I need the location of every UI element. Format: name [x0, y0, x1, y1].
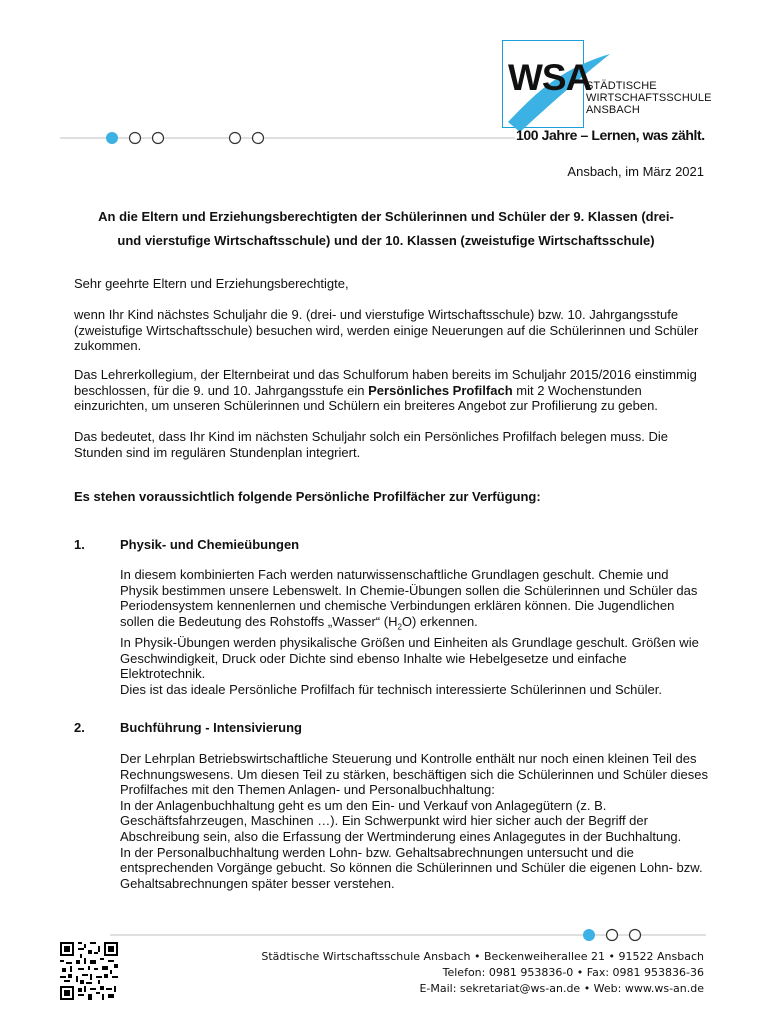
circle-icon	[230, 133, 241, 144]
subject-line: An die Eltern und Erziehungsberechtigten der Schülerinnen und Schüler der 9. Klassen (drei-	[98, 209, 674, 224]
footer-divider	[110, 927, 710, 943]
section-text: Der Lehrplan Betriebswirtschaftliche Steuerung und Kontrolle enthält nur noch einen kleinen Teil des Rechnungswesens. Um diesen Teil zu stärken, beschäftigen sich die Schülerinnen und Schüler dieses Profilfaches mit den Themen Anlagen- und Personalbuchhaltung:	[120, 751, 708, 798]
header-divider	[60, 130, 520, 146]
logo-subtitle-line: STÄDTISCHE	[586, 80, 657, 92]
circle-icon	[130, 133, 141, 144]
intro-paragraph: wenn Ihr Kind nächstes Schuljahr die 9. (drei- und vierstufige Wirtschaftsschule) bzw. 10. Jahrgangsstufe (zweistufige Wirtschaftsschule) besuchen wird, werden einige Neuerungen auf die Schülerinnen und Schüler zukommen.	[74, 307, 699, 354]
footer-email-web: E-Mail: sekretariat@ws-an.de • Web: www.ws-an.de	[419, 982, 704, 995]
logo-abbreviation: WSA	[508, 57, 592, 98]
section-paragraph	[120, 751, 710, 891]
logo-subtitle-line: ANSBACH	[586, 104, 640, 116]
circle-icon	[253, 133, 264, 144]
profilfach-highlight: Persönliches Profilfach	[368, 382, 513, 398]
circle-icon	[607, 930, 618, 941]
logo-subtitle	[586, 80, 712, 116]
section-text: Dies ist das ideale Persönliche Profilfach für technisch interessierte Schülerinnen und Schüler.	[120, 681, 662, 697]
options-heading: Es stehen voraussichtlich folgende Persönliche Profilfächer zur Verfügung:	[74, 489, 541, 504]
dot-icon	[106, 132, 118, 144]
section-text: In der Anlagenbuchhaltung geht es um den Ein- und Verkauf von Anlagegütern (z. B. Geschäftsfahrzeugen, Maschinen …). Ein Schwerpunkt wird hier sicher auch der Begriff der Abschreibung sein, also die Erfassung der Wertminderung eines Anlagegutes in der Buchhaltung.	[120, 797, 682, 844]
subject-line: und vierstufige Wirtschaftsschule) und der 10. Klassen (zweistufige Wirtschaftsschule)	[117, 233, 655, 248]
dot-icon	[583, 929, 595, 941]
circle-icon	[153, 133, 164, 144]
section-paragraph	[120, 567, 710, 697]
letter-date: Ansbach, im März 2021	[567, 164, 704, 179]
section-text: O) erkennen.	[401, 613, 478, 629]
decision-paragraph	[74, 367, 714, 414]
circle-icon	[630, 930, 641, 941]
salutation: Sehr geehrte Eltern und Erziehungsberechtigte,	[74, 276, 349, 291]
section-text: In der Personalbuchhaltung werden Lohn- bzw. Gehaltsabrechnungen untersucht und die entsprechenden Vorgänge gebucht. So können die Schülerinnen und Schüler die eigenen Lohn- bzw. Gehaltsabrechnungen später besser verstehen.	[120, 844, 703, 891]
section-number: 1.	[74, 537, 85, 552]
section-number: 2.	[74, 720, 85, 735]
subscript: 2	[397, 622, 402, 632]
section-title: Physik- und Chemieübungen	[120, 537, 300, 552]
section-title: Buchführung - Intensivierung	[120, 720, 302, 735]
footer-address: Städtische Wirtschaftsschule Ansbach • Beckenweiherallee 21 • 91522 Ansbach	[261, 950, 704, 963]
meaning-paragraph: Das bedeutet, dass Ihr Kind im nächsten Schuljahr solch ein Persönliches Profilfach belegen muss. Die Stunden sind im regulären Stundenplan integriert.	[74, 429, 668, 460]
tagline: 100 Jahre – Lernen, was zählt.	[516, 127, 705, 143]
section-text: In Physik-Übungen werden physikalische Größen und Einheiten als Grundlage geschult. Größen wie Geschwindigkeit, Druck oder Dichte sind ebenso Inhalte wie Hebelgesetze und einfache Elektrotechnik.	[120, 634, 699, 682]
footer-phone-fax: Telefon: 0981 953836-0 • Fax: 0981 953836-36	[442, 966, 704, 979]
footer-contact	[261, 949, 704, 997]
decision-text: Das Lehrerkollegium, der Elternbeirat und das Schulforum haben bereits im Schuljahr 2015/2016 einstimmig beschlossen, für die 9. und 10. Jahrgangsstufe ein	[74, 367, 697, 398]
letter-subject	[66, 205, 706, 253]
logo-subtitle-line: WIRTSCHAFTSSCHULE	[586, 92, 712, 104]
section-text: In diesem kombinierten Fach werden naturwissenschaftliche Grundlagen geschult. Chemie und Physik bestimmen unsere Lebenswelt. In Chemie-Übungen sollen die Schülerinnen und Schüler das Periodensystem kennenlernen und chemische Verbindungen erklären können. Die Jugendlichen sollen die Bedeutung des Rohstoffs „Wasser“ (H	[120, 567, 698, 629]
qr-code-icon	[60, 942, 118, 1000]
decision-text: mit 2 Wochenstunden einzurichten, um unseren Schülerinnen und Schülern ein breiteres Angebot zur Profilierung zu geben.	[74, 382, 658, 414]
